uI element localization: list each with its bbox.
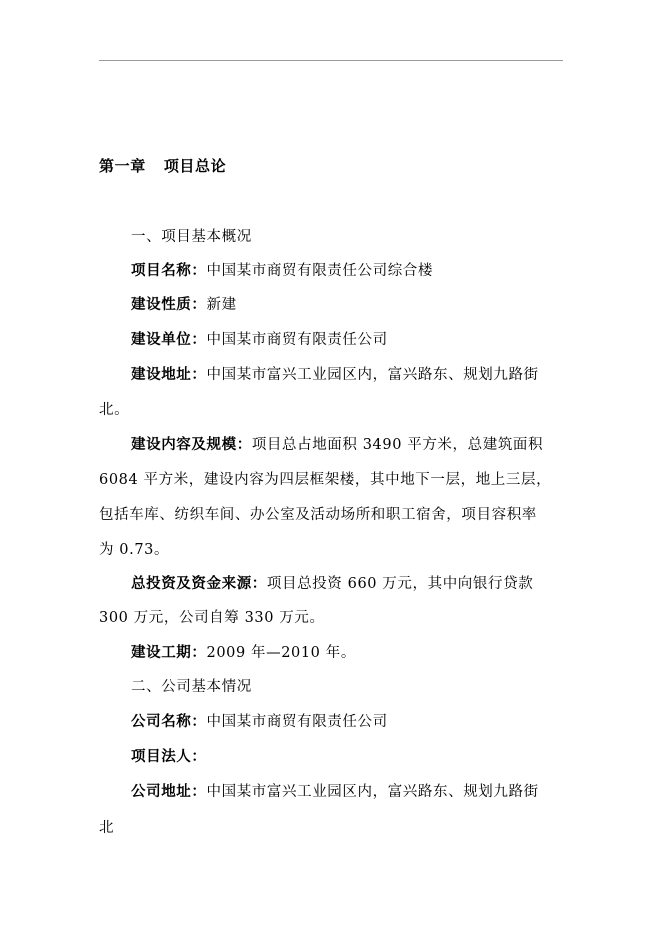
build-content-line1: 项目总占地面积 3490 平方米，总建筑面积	[251, 437, 544, 453]
period-value: 2009 年—2010 年。	[206, 645, 356, 661]
chapter-heading	[99, 156, 226, 176]
chapter-title: 项目总论	[163, 157, 227, 175]
period-label: 建设工期：	[131, 644, 207, 661]
legal-person-row	[131, 747, 207, 767]
company-address-value-line2: 北	[99, 820, 115, 836]
company-address-label: 公司地址：	[131, 783, 207, 800]
investment-line1: 项目总投资 660 万元，其中向银行贷款	[266, 576, 534, 592]
section1-heading: 一、项目基本概况	[131, 229, 252, 245]
build-content-label: 建设内容及规模：	[131, 436, 252, 453]
build-content-line3: 包括车库、纺织车间、办公室及活动场所和职工宿舍，项目容积率	[99, 507, 537, 523]
legal-person-label: 项目法人：	[131, 748, 207, 765]
chapter-number: 第一章	[99, 157, 146, 175]
investment-row	[131, 574, 533, 594]
build-content-row	[131, 435, 543, 455]
company-address-value-line1: 中国某市富兴工业园区内，富兴路东、规划九路街	[206, 784, 539, 800]
build-address-value-line2: 北。	[99, 402, 130, 418]
investment-label: 总投资及资金来源：	[131, 575, 267, 592]
build-nature-label: 建设性质：	[131, 296, 207, 313]
build-unit-value: 中国某市商贸有限责任公司	[206, 332, 388, 348]
build-nature-value: 新建	[206, 297, 237, 313]
build-nature-row	[131, 295, 237, 315]
company-name-value: 中国某市商贸有限责任公司	[206, 714, 388, 730]
section2-heading: 二、公司基本情况	[131, 679, 252, 695]
project-name-row	[131, 261, 433, 281]
company-name-row	[131, 712, 388, 732]
company-address-row	[131, 782, 539, 802]
build-unit-label: 建设单位：	[131, 331, 207, 348]
header-rule	[99, 60, 563, 61]
build-address-value-line1: 中国某市富兴工业园区内，富兴路东、规划九路街	[206, 367, 539, 383]
build-content-line4: 为 0.73。	[99, 542, 170, 558]
build-address-row	[131, 365, 539, 385]
investment-line2: 300 万元，公司自筹 330 万元。	[99, 610, 325, 626]
period-row	[131, 643, 356, 663]
project-name-value: 中国某市商贸有限责任公司综合楼	[206, 263, 433, 279]
build-unit-row	[131, 330, 388, 350]
build-content-line2: 6084 平方米，建设内容为四层框架楼，其中地下一层，地上三层，	[99, 472, 552, 488]
company-name-label: 公司名称：	[131, 713, 207, 730]
build-address-label: 建设地址：	[131, 366, 207, 383]
project-name-label: 项目名称：	[131, 262, 207, 279]
